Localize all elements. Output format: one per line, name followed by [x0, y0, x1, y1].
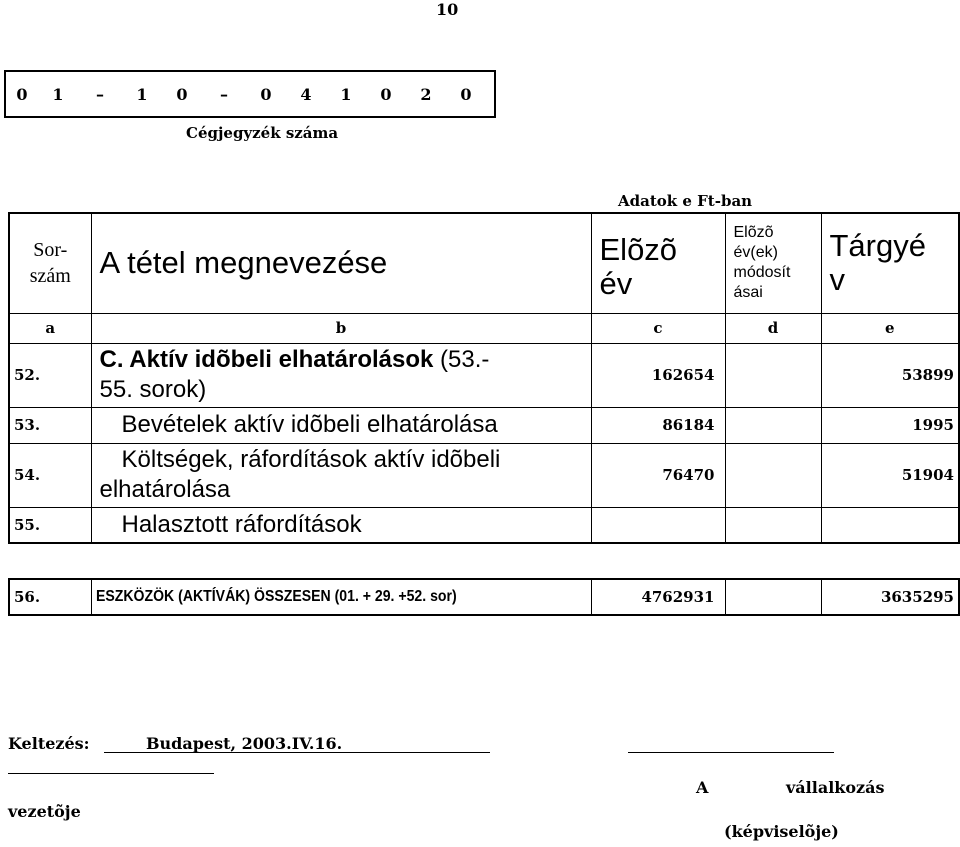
reg-digit: 4: [300, 84, 312, 104]
signature-company: vállalkozás: [786, 778, 885, 797]
header-item-name: A tétel megnevezése: [91, 213, 591, 313]
row-prev-value: 162654: [591, 343, 725, 407]
row-name: [91, 443, 591, 507]
row-cur-value: [821, 507, 959, 543]
total-table: [8, 578, 960, 616]
reg-digit: 0: [260, 84, 272, 104]
header-row-number-line2: szám: [29, 265, 71, 288]
row-number: 55.: [9, 507, 91, 543]
total-mod-value: [725, 579, 821, 615]
total-row: [9, 579, 959, 615]
header-modifications: [725, 213, 821, 313]
header-mod-line3: módosít: [733, 264, 791, 282]
header-current-year-line1: Tárgyé: [829, 228, 926, 264]
header-row: [9, 213, 959, 313]
table-row: [9, 443, 959, 507]
stamp-line: [8, 773, 214, 774]
letter-d: d: [725, 313, 821, 343]
row-mod-value: [725, 407, 821, 443]
header-previous-year-line2: év: [599, 266, 633, 302]
total-cur-value: 3635295: [821, 579, 959, 615]
page-number: 10: [436, 0, 459, 19]
letter-b: b: [91, 313, 591, 343]
registration-caption: Cégjegyzék száma: [186, 124, 339, 142]
signature-a: A: [696, 778, 709, 797]
reg-dash: –: [96, 84, 104, 104]
row-number: 52.: [9, 343, 91, 407]
row-name: [91, 343, 591, 407]
row-mod-value: [725, 343, 821, 407]
reg-digit: 1: [340, 84, 352, 104]
balance-table: [8, 212, 960, 544]
signature-representative: (képviselõje): [724, 822, 839, 841]
total-label-cell: [91, 579, 591, 615]
row-cur-value: 51904: [821, 443, 959, 507]
row-name: Bevételek aktív idõbeli elhatárolása: [91, 407, 591, 443]
row-cur-value: 1995: [821, 407, 959, 443]
reg-digit: 1: [52, 84, 64, 104]
letter-c: c: [591, 313, 725, 343]
row-prev-value: 76470: [591, 443, 725, 507]
reg-digit: 0: [380, 84, 392, 104]
row-name-line1: Költségek, ráfordítások aktív idõbeli: [121, 446, 501, 473]
reg-digit: 2: [420, 84, 432, 104]
table-row: [9, 407, 959, 443]
row-cur-value: 53899: [821, 343, 959, 407]
row-name-line2: elhatárolása: [99, 476, 231, 503]
row-number: 53.: [9, 407, 91, 443]
signature-leader: vezetõje: [8, 802, 81, 821]
row-prev-value: 86184: [591, 407, 725, 443]
column-letters-row: [9, 313, 959, 343]
letter-a: a: [9, 313, 91, 343]
registration-number-box: [4, 70, 496, 118]
letter-e: e: [821, 313, 959, 343]
date-label: Keltezés:: [8, 734, 90, 753]
row-name-line2: 55. sorok): [99, 376, 207, 403]
header-row-number: [9, 213, 91, 313]
row-mod-value: [725, 507, 821, 543]
reg-digit: 0: [16, 84, 28, 104]
header-row-number-line1: Sor-: [33, 239, 68, 262]
row-name-tail: (53.-: [433, 346, 490, 373]
reg-digit: 0: [176, 84, 188, 104]
reg-digit: 0: [460, 84, 472, 104]
reg-digit: 1: [136, 84, 148, 104]
row-name-bold: C. Aktív idõbeli elhatárolások: [99, 346, 434, 373]
row-number: 54.: [9, 443, 91, 507]
header-current-year: [821, 213, 959, 313]
reg-dash: –: [220, 84, 228, 104]
header-mod-line4: ásai: [733, 284, 763, 302]
header-mod-line1: Elõzõ: [733, 224, 774, 242]
total-prev-value: 4762931: [591, 579, 725, 615]
signature-line: [628, 752, 834, 753]
header-previous-year: [591, 213, 725, 313]
header-current-year-line2: v: [829, 262, 845, 298]
row-name: Halasztott ráfordítások: [91, 507, 591, 543]
date-value: Budapest, 2003.IV.16.: [146, 734, 343, 753]
table-row: [9, 507, 959, 543]
total-row-number: 56.: [9, 579, 91, 615]
total-label: ESZKÖZÖK (AKTÍVÁK) ÖSSZESEN (01. + 29. +52. sor): [95, 588, 457, 605]
row-prev-value: [591, 507, 725, 543]
currency-note: Adatok e Ft-ban: [618, 192, 753, 210]
header-mod-line2: év(ek): [733, 244, 778, 262]
table-row: [9, 343, 959, 407]
header-previous-year-line1: Elõzõ: [599, 232, 678, 268]
row-mod-value: [725, 443, 821, 507]
